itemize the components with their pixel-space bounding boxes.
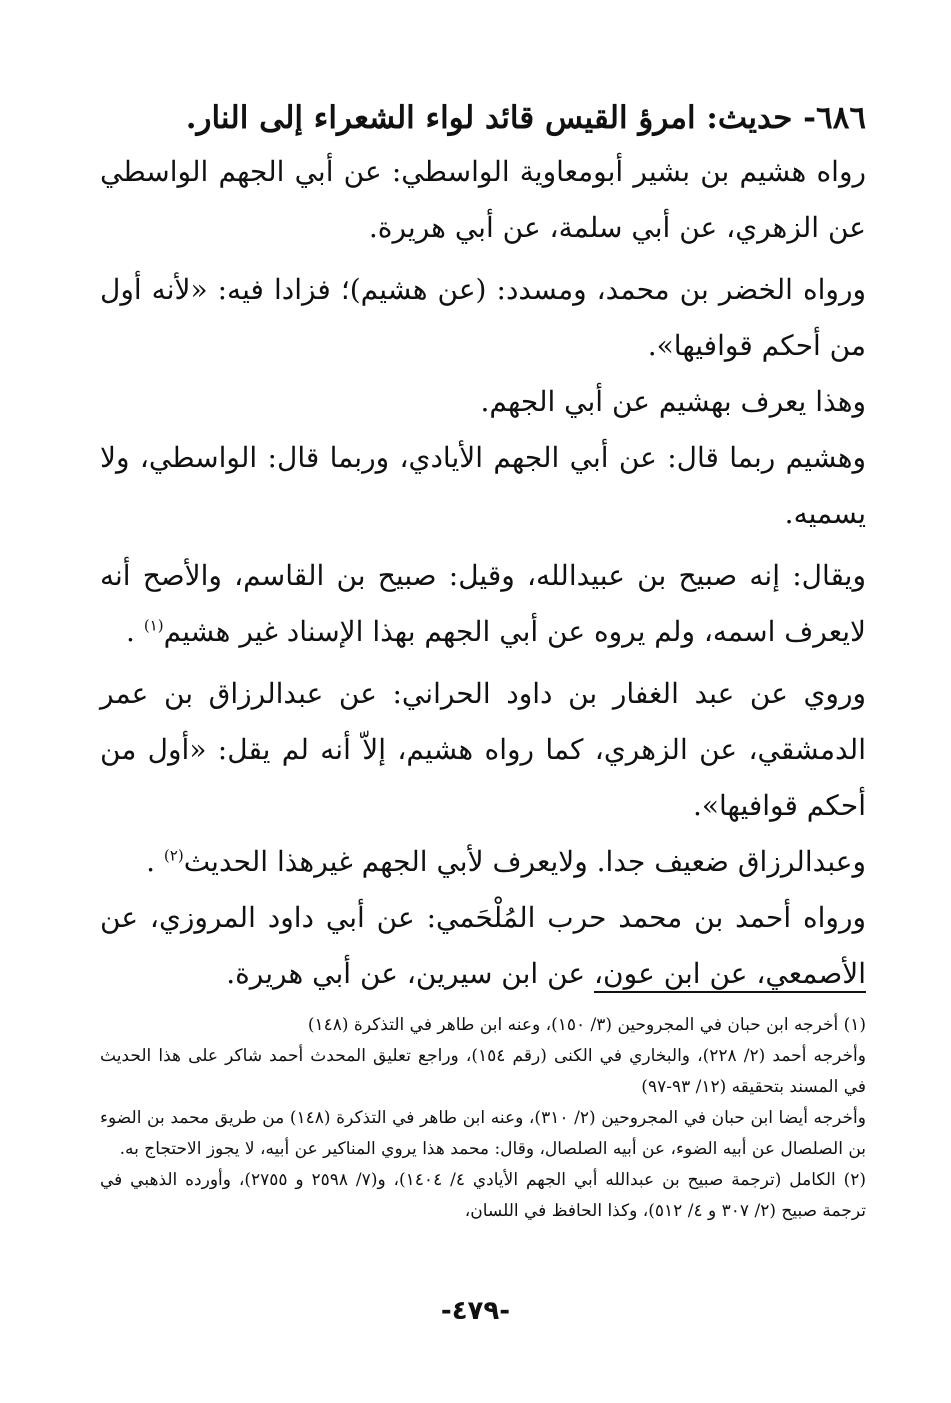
paragraph-7-text: وعبدالرزاق ضعيف جدا. ولايعرف لأبي الجهم غيرهذا الحديث — [183, 845, 866, 878]
paragraph-5-tail: . — [126, 615, 135, 648]
paragraph-1: رواه هشيم بن بشير أبومعاوية الواسطي: عن أبي الجهم الواسطي عن الزهري، عن أبي سلمة، عن أبي هريرة. — [100, 155, 866, 244]
paragraph-3: وهذا يعرف بهشيم عن أبي الجهم. — [480, 385, 866, 418]
footnote-2: (٢) الكامل (ترجمة صبيح بن عبدالله أبي الجهم الأيادي ٤/ ١٤٠٤)، و(٧/ ٢٥٩٨ و ٢٧٥٥)، وأورده الذهبي في ترجمة صبيح (٢/ ٣٠٧ و ٤/ ٥١٢)، وكذا الحافظ في اللسان، — [100, 1170, 867, 1221]
footnote-ref-2[interactable]: (٢) — [163, 846, 184, 865]
paragraph-7 — [100, 834, 866, 890]
paragraph-8-text-before: ورواه أحمد بن محمد حرب المُلْحَمي: عن أبي داود المروزي، عن — [100, 901, 866, 934]
paragraph-5-text: ويقال: إنه صبيح بن عبيدالله، وقيل: صبيح بن القاسم، والأصح أنه لايعرف اسمه، ولم يروه عن أبي الجهم بهذا الإسناد غير هشيم — [100, 559, 866, 648]
page-body — [100, 92, 866, 1227]
paragraph-2: ورواه الخضر بن محمد، ومسدد: (عن هشيم)؛ فزادا فيه: «لأنه أول من أحكم قوافيها». — [100, 273, 866, 362]
paragraph-6: وروي عن عبد الغفار بن داود الحراني: عن عبدالرزاق بن عمر الدمشقي، عن الزهري، كما رواه هشيم، إلاّ أنه لم يقل: «أول من أحكم قوافيها». — [100, 677, 866, 822]
footnote-1-cont: وأخرجه أحمد (٢/ ٢٢٨)، والبخاري في الكنى (رقم ١٥٤)، وراجع تعليق المحدث أحمد شاكر على هذا الحديث في المسند بتحقيقه (١٢/ ٩٣-٩٧) — [100, 1046, 866, 1097]
paragraph-7-tail: . — [146, 845, 155, 878]
footnote-ref-1[interactable]: (١) — [143, 616, 164, 635]
underlined-chain: الأصمعي، عن ابن عون، — [594, 957, 866, 993]
page-number: -٤٧٩- — [440, 1296, 511, 1326]
paragraph-5 — [100, 548, 866, 660]
hadith-title: ٦٨٦- حديث: امرؤ القيس قائد لواء الشعراء إلى النار. — [185, 100, 866, 136]
paragraph-4: وهشيم ربما قال: عن أبي الجهم الأيادي، وربما قال: الواسطي، ولا يسميه. — [100, 441, 866, 530]
footnote-1-extra: وأخرجه أيضا ابن حبان في المجروحين (٢/ ٣١٠)، وعنه ابن طاهر في التذكرة (١٤٨) من طريق محمد بن الضوء بن الصلصال عن أبيه الضوء، عن أبيه الصلصال، وقال: محمد هذا يروي المناكير عن أبيه، لا يجوز الاحتجاج به. — [100, 1108, 866, 1159]
footnote-1: (١) أخرجه ابن حبان في المجروحين (٣/ ١٥٠)، وعنه ابن طاهر في التذكرة (١٤٨) — [307, 1015, 866, 1035]
paragraph-8-text-after: عن ابن سيرين، عن أبي هريرة. — [226, 957, 586, 990]
paragraph-8 — [100, 890, 866, 1002]
footnotes-section — [100, 1010, 866, 1227]
